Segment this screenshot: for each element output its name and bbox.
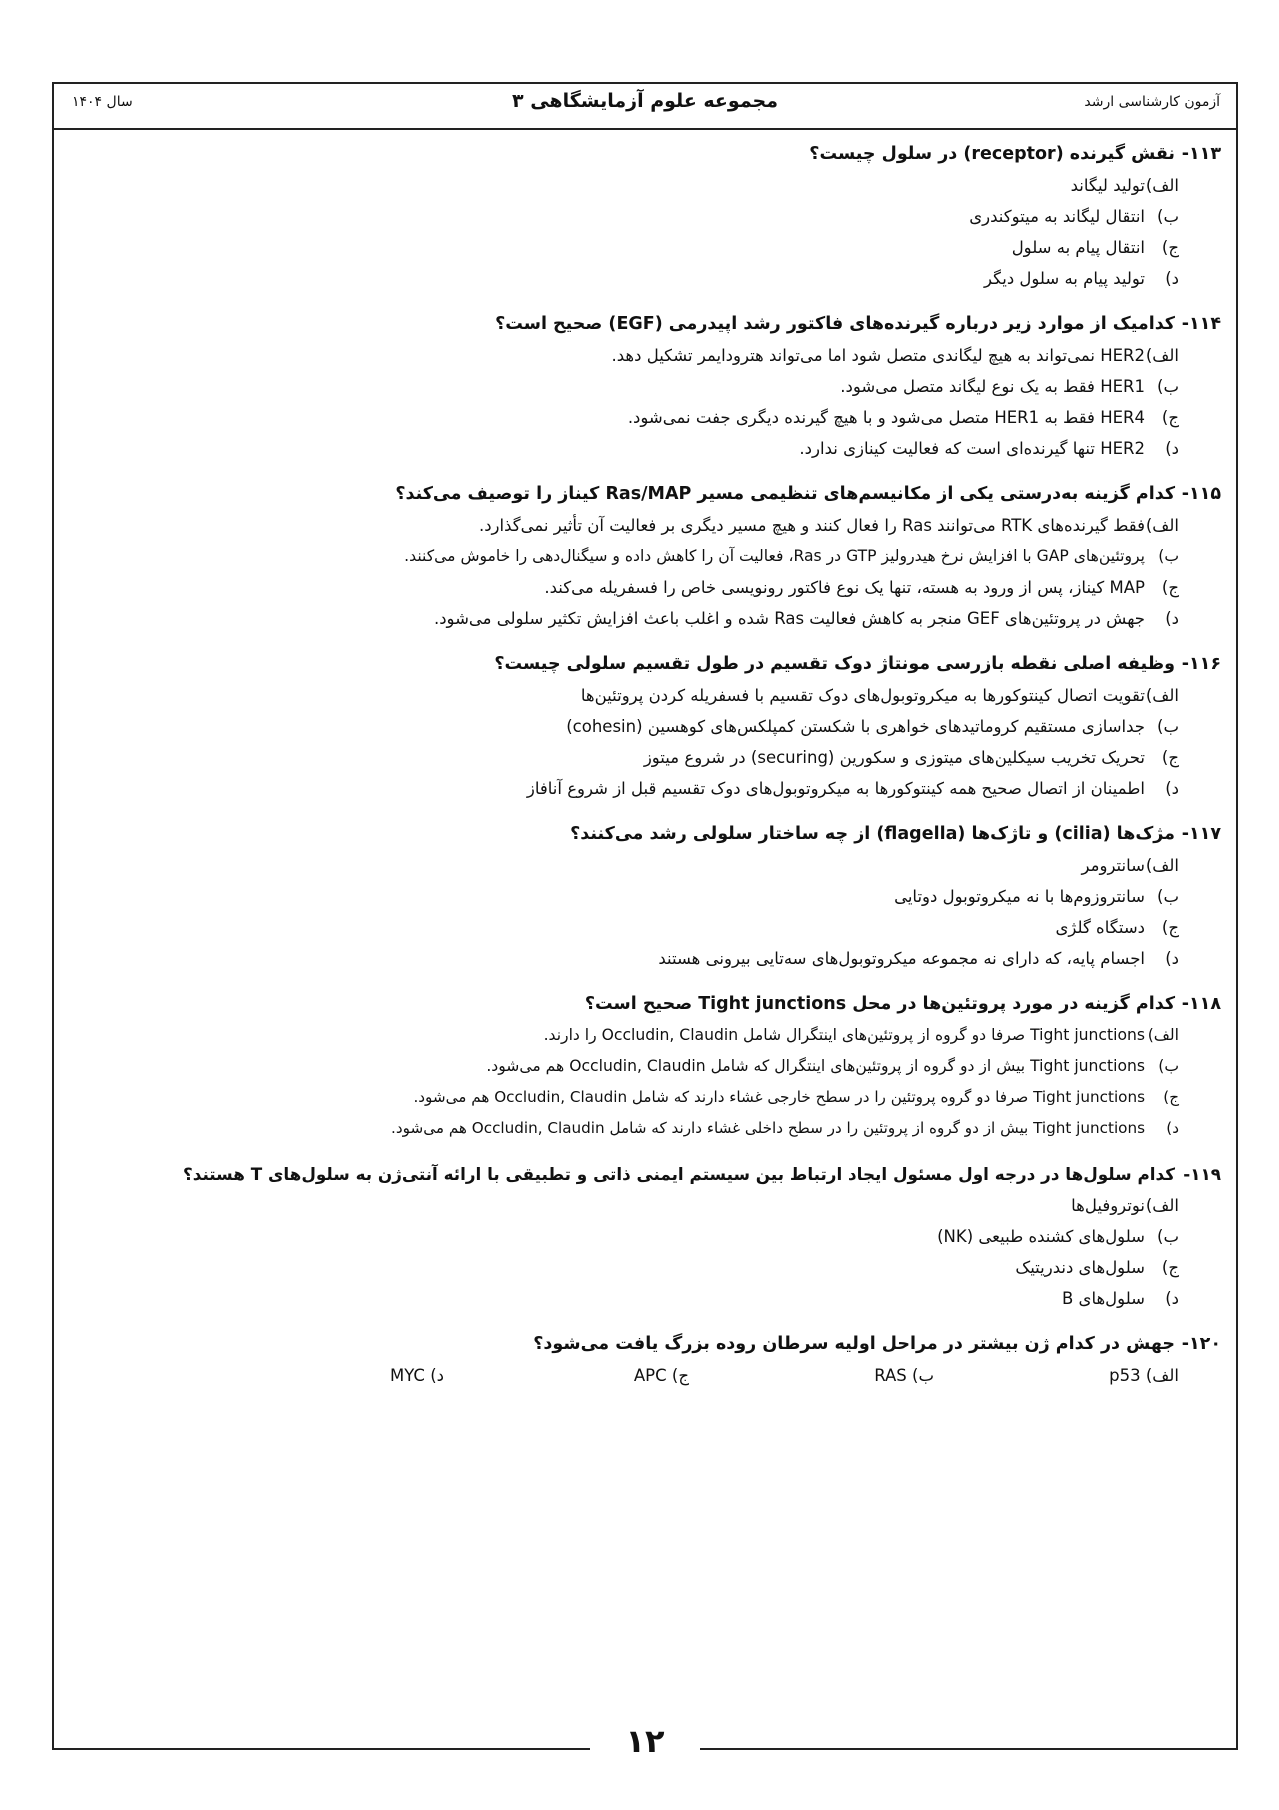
option-d: د)تولید پیام به سلول دیگر — [984, 269, 1179, 288]
option-d: د)جهش در پروتئین‌های GEF منجر به کاهش فعالیت Ras شده و اغلب باعث افزایش تکثیر سلولی می‌شود. — [433, 609, 1179, 628]
question-text: کدام گزینه در مورد پروتئین‌ها در محل Tight junctions صحیح است؟ — [584, 994, 1175, 1014]
option-b: ب)انتقال لیگاند به میتوکندری — [969, 207, 1179, 226]
question-number: ۱۲۰- — [1181, 1334, 1221, 1354]
question-text: مژک‌ها (cilia) و تاژک‌ها (flagella) از چه ساختار سلولی رشد می‌کنند؟ — [570, 824, 1175, 844]
question-119 — [61, 1158, 1221, 1314]
subject-title: مجموعه علوم آزمایشگاهی ۳ — [511, 90, 779, 112]
page-header — [54, 84, 1236, 130]
option-c: ج)دستگاه گلژی — [1055, 918, 1179, 937]
footer-rule-left — [52, 1748, 590, 1750]
question-113 — [61, 138, 1221, 294]
question-text: نقش گیرنده (receptor) در سلول چیست؟ — [809, 144, 1175, 164]
option-d: د)اجسام پایه، که دارای نه مجموعه میکروتوبول‌های سه‌تایی بیرونی هستند — [658, 949, 1179, 968]
option-d: د)Tight junctions بیش از دو گروه از پروتئین را در سطح داخلی غشاء دارند که شامل Occludin, Claudin هم می‌شود. — [391, 1119, 1179, 1137]
question-number: ۱۱۹- — [1183, 1164, 1221, 1184]
question-text: کدام گزینه به‌درستی یکی از مکانیسم‌های تنظیمی مسیر Ras/MAP کیناز را توصیف می‌کند؟ — [395, 484, 1175, 504]
option-b: ب) RAS — [874, 1366, 934, 1385]
option-c: ج)HER4 فقط به HER1 متصل می‌شود و با هیچ گیرنده دیگری جفت نمی‌شود. — [627, 408, 1179, 427]
option-c: ج)تحریک تخریب سیکلین‌های میتوزی و سکورین (securing) در شروع میتوز — [643, 748, 1179, 767]
exam-title: آزمون کارشناسی ارشد — [1084, 94, 1220, 110]
option-a: الف)تقویت اتصال کینتوکورها به میکروتوبول‌های دوک تقسیم با فسفریله کردن پروتئین‌ها — [580, 686, 1179, 705]
option-a: الف)تولید لیگاند — [1070, 176, 1179, 195]
question-number: ۱۱۸- — [1181, 994, 1221, 1014]
question-number: ۱۱۵- — [1181, 484, 1221, 504]
question-number: ۱۱۳- — [1181, 144, 1221, 164]
question-120 — [61, 1328, 1221, 1391]
question-117 — [61, 818, 1221, 974]
question-116 — [61, 648, 1221, 804]
option-d: د)HER2 تنها گیرنده‌ای است که فعالیت کینازی ندارد. — [799, 439, 1179, 458]
option-a: الف)سانترومر — [1081, 856, 1179, 875]
option-b: ب)HER1 فقط به یک نوع لیگاند متصل می‌شود. — [840, 377, 1179, 396]
option-a: الف)فقط گیرنده‌های RTK می‌توانند Ras را فعال کنند و هیچ مسیر دیگری بر فعالیت آن تأثیر نمی‌گذارد. — [478, 516, 1179, 535]
question-115 — [61, 478, 1221, 634]
option-a: الف)HER2 نمی‌تواند به هیچ لیگاندی متصل شود اما می‌تواند هترودایمر تشکیل دهد. — [611, 346, 1179, 365]
question-text: وظیفه اصلی نقطه بازرسی مونتاژ دوک تقسیم در طول تقسیم سلولی چیست؟ — [494, 654, 1175, 674]
option-b: ب)جداسازی مستقیم کروماتیدهای خواهری با شکستن کمپلکس‌های کوهسین (cohesin) — [566, 717, 1179, 736]
option-b: ب)سانتروزوم‌ها با نه میکروتوبول دوتایی — [894, 887, 1179, 906]
option-c: ج)سلول‌های دندریتیک — [1015, 1258, 1179, 1277]
question-118 — [61, 988, 1221, 1144]
question-text: کدامیک از موارد زیر درباره گیرنده‌های فاکتور رشد اپیدرمی (EGF) صحیح است؟ — [495, 314, 1175, 334]
option-d: د) MYC — [390, 1366, 444, 1385]
footer-rule-right — [700, 1748, 1238, 1750]
option-b: ب)Tight junctions بیش از دو گروه از پروتئین‌های اینتگرال که شامل Occludin, Claudin هم می‌شود. — [486, 1057, 1179, 1075]
question-114 — [61, 308, 1221, 464]
option-c: ج)انتقال پیام به سلول — [1011, 238, 1179, 257]
option-d: د)سلول‌های B — [1061, 1289, 1179, 1308]
page-number: ۱۲ — [625, 1722, 665, 1760]
option-c: ج) APC — [633, 1366, 689, 1385]
option-b: ب)سلول‌های کشنده طبیعی (NK) — [937, 1227, 1179, 1246]
question-number: ۱۱۷- — [1181, 824, 1221, 844]
exam-year: سال ۱۴۰۴ — [72, 94, 133, 110]
question-text: جهش در کدام ژن بیشتر در مراحل اولیه سرطان روده بزرگ یافت می‌شود؟ — [533, 1334, 1175, 1354]
option-a: الف)نوتروفیل‌ها — [1071, 1196, 1179, 1215]
option-c: ج)MAP کیناز، پس از ورود به هسته، تنها یک نوع فاکتور رونویسی خاص را فسفریله می‌کند. — [544, 578, 1179, 597]
questions-list — [61, 138, 1221, 1405]
option-a: الف) p53 — [1109, 1366, 1179, 1385]
option-b: ب)پروتئین‌های GAP با افزایش نرخ هیدرولیز GTP در Ras، فعالیت آن را کاهش داده و سیگنال‌دهی را خاموش می‌کنند. — [404, 547, 1179, 565]
question-number: ۱۱۶- — [1181, 654, 1221, 674]
question-text: کدام سلول‌ها در درجه اول مسئول ایجاد ارتباط بین سیستم ایمنی ذاتی و تطبیقی با ارائه آنتی‌ژن به سلول‌های T هستند؟ — [183, 1164, 1175, 1184]
option-c: ج)Tight junctions صرفا دو گروه پروتئین را در سطح خارجی غشاء دارند که شامل Occludin, Claudin هم می‌شود. — [413, 1088, 1179, 1106]
option-a: الف)Tight junctions صرفا دو گروه از پروتئین‌های اینتگرال شامل Occludin, Claudin را دارند. — [543, 1026, 1179, 1044]
question-number: ۱۱۴- — [1181, 314, 1221, 334]
option-d: د)اطمینان از اتصال صحیح همه کینتوکورها به میکروتوبول‌های دوک تقسیم قبل از شروع آنافاز — [526, 779, 1179, 798]
